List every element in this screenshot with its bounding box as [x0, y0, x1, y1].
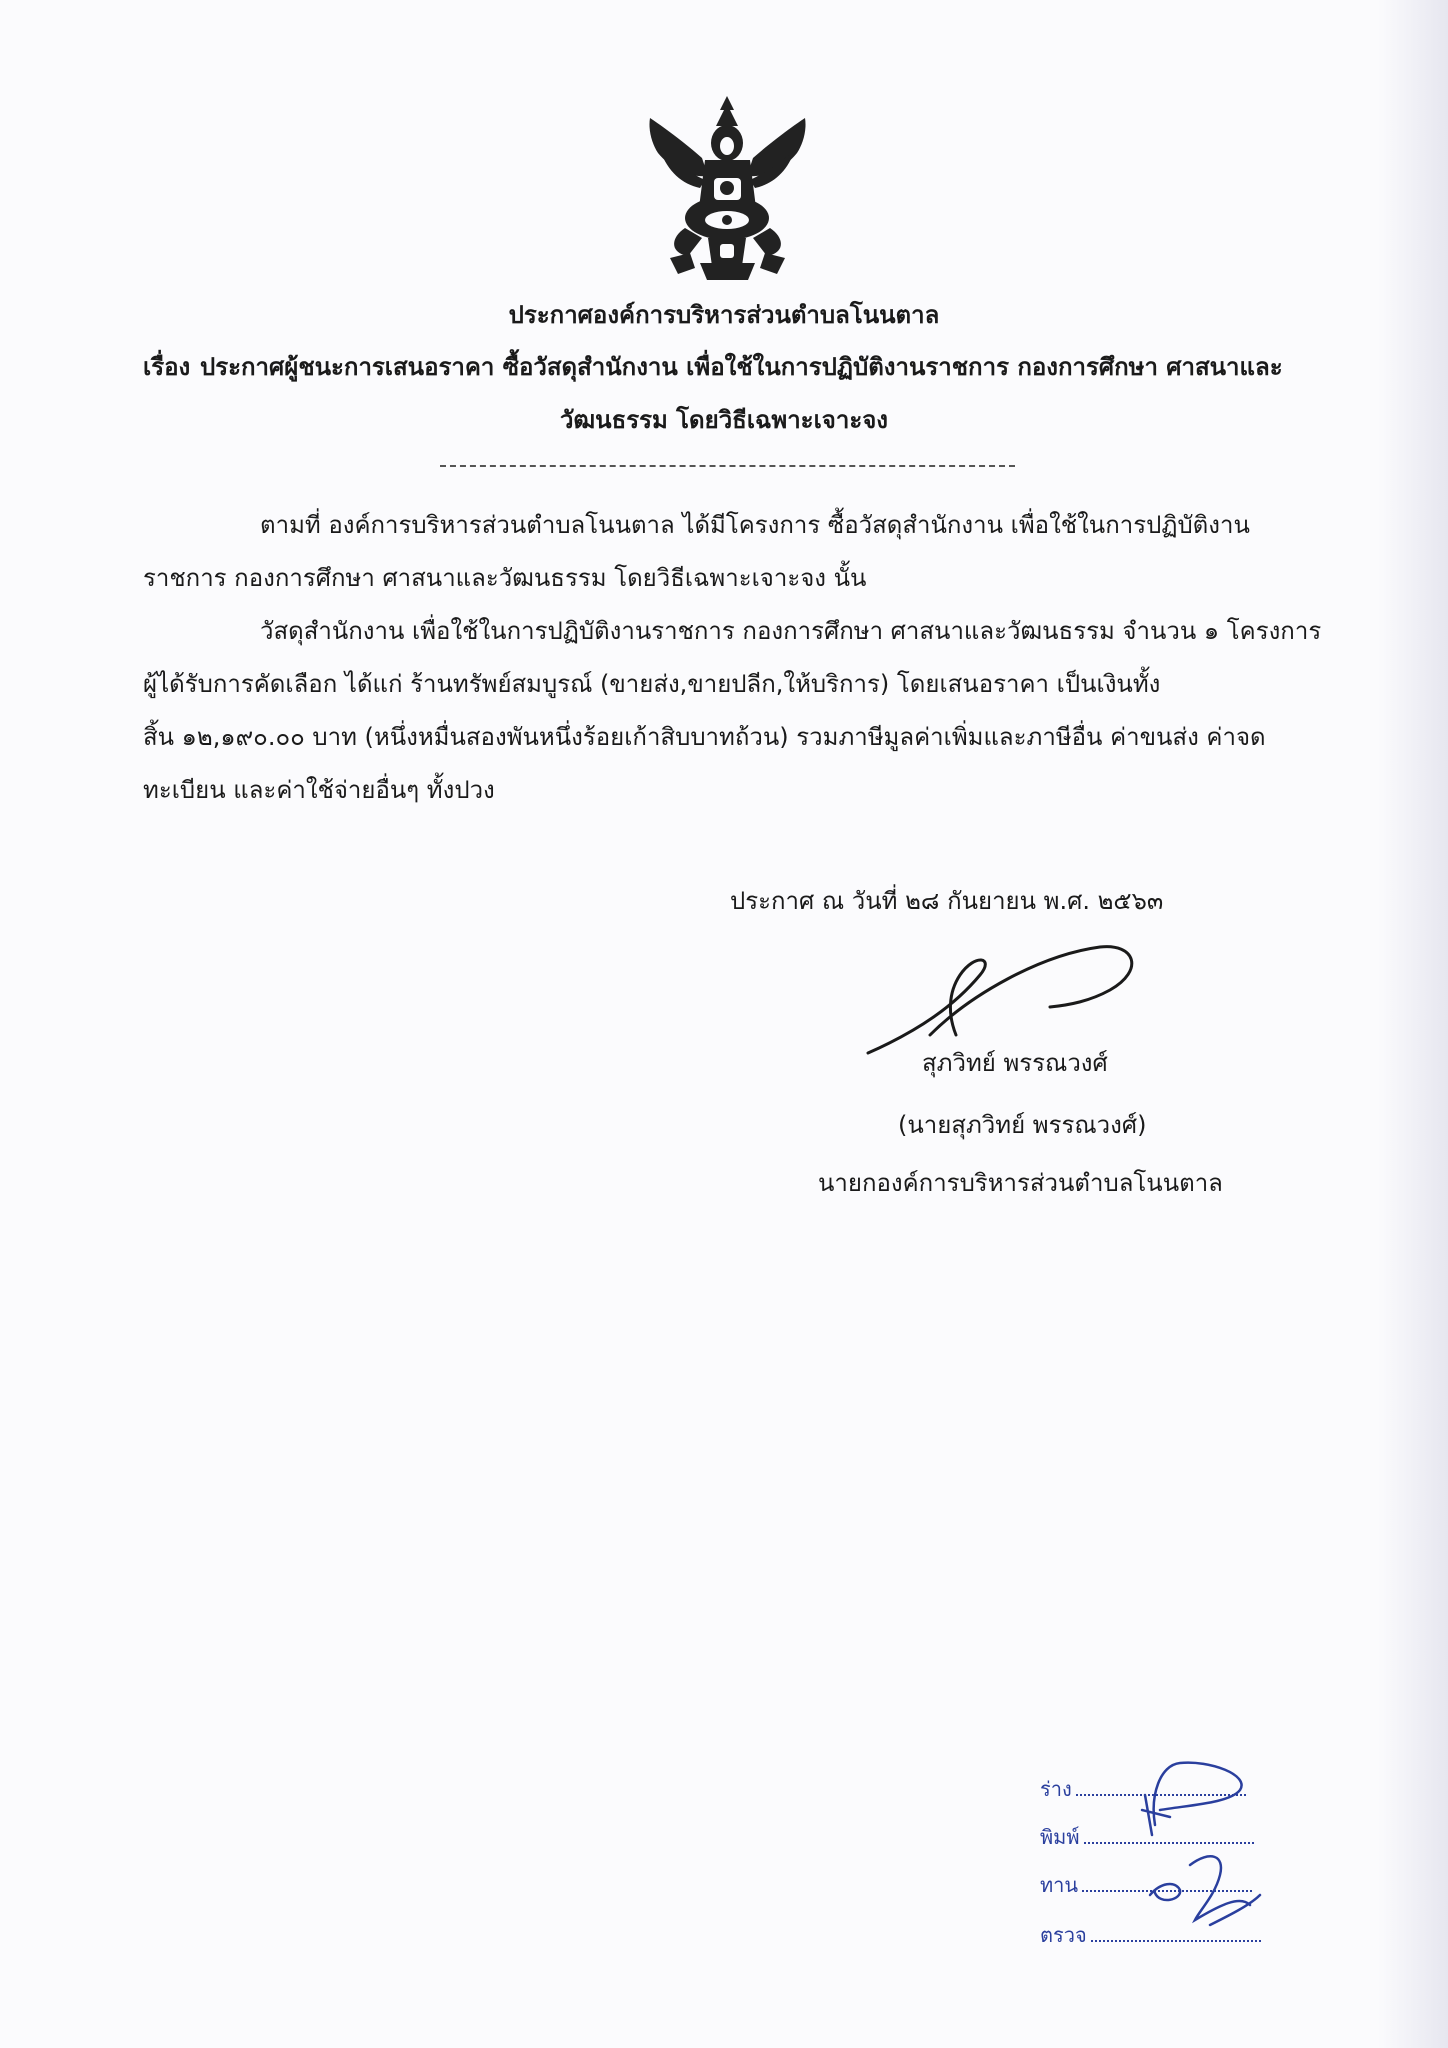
- approval-stamp: [1040, 1755, 1320, 1980]
- paragraph-2-line-4: ทะเบียน และค่าใช้จ่ายอื่นๆ ทั้งปวง: [143, 776, 495, 804]
- stamp-row-typed: พิมพ์: [1040, 1821, 1254, 1851]
- announcement-title: ประกาศองค์การบริหารส่วนตำบลโนนตาล: [508, 301, 940, 329]
- stamp-row-checked: ตรวจ: [1040, 1919, 1261, 1949]
- announcement-date: ประกาศ ณ วันที่ ๒๘ กันยายน พ.ศ. ๒๕๖๓: [730, 887, 1164, 915]
- signed-name: สุภวิทย์ พรรณวงศ์: [922, 1049, 1108, 1077]
- signatory-full-name: (นายสุภวิทย์ พรรณวงศ์): [898, 1111, 1147, 1139]
- subject-line-2: วัฒนธรรม โดยวิธีเฉพาะเจาะจง: [560, 406, 888, 434]
- stamp-row-draft: ร่าง: [1040, 1773, 1246, 1803]
- stamp-row-reviewed: ทาน: [1040, 1869, 1252, 1899]
- divider-line: [440, 465, 1015, 467]
- paragraph-1-line-1: ตามที่ องค์การบริหารส่วนตำบลโนนตาล ได้มีโครงการ ซื้อวัสดุสำนักงาน เพื่อใช้ในการปฏิบัติงาน: [260, 511, 1250, 539]
- stamp-initials: [1100, 1755, 1300, 1980]
- paragraph-2-line-3: สิ้น ๑๒,๑๙๐.๐๐ บาท (หนึ่งหมื่นสองพันหนึ่งร้อยเก้าสิบบาทถ้วน) รวมภาษีมูลค่าเพิ่มและภาษีอื่น ค่าขนส่ง ค่าจด: [143, 723, 1266, 751]
- signatory-position: นายกองค์การบริหารส่วนตำบลโนนตาล: [818, 1169, 1223, 1197]
- subject-line-1: ประกาศผู้ชนะการเสนอราคา ซื้อวัสดุสำนักงาน เพื่อใช้ในการปฏิบัติงานราชการ กองการศึกษา ศาสนาและ: [200, 353, 1283, 381]
- paragraph-2-line-2: ผู้ได้รับการคัดเลือก ได้แก่ ร้านทรัพย์สมบูรณ์ (ขายส่ง,ขายปลีก,ให้บริการ) โดยเสนอราคา เป็นเงินทั้ง: [143, 670, 1161, 698]
- paragraph-1-line-2: ราชการ กองการศึกษา ศาสนาและวัฒนธรรม โดยวิธีเฉพาะเจาะจง นั้น: [143, 564, 867, 592]
- garuda-emblem-icon: [630, 88, 825, 288]
- subject-label: เรื่อง: [143, 353, 191, 381]
- paragraph-2-line-1: วัสดุสำนักงาน เพื่อใช้ในการปฏิบัติงานราชการ กองการศึกษา ศาสนาและวัฒนธรรม จำนวน ๑ โครงการ: [260, 617, 1322, 645]
